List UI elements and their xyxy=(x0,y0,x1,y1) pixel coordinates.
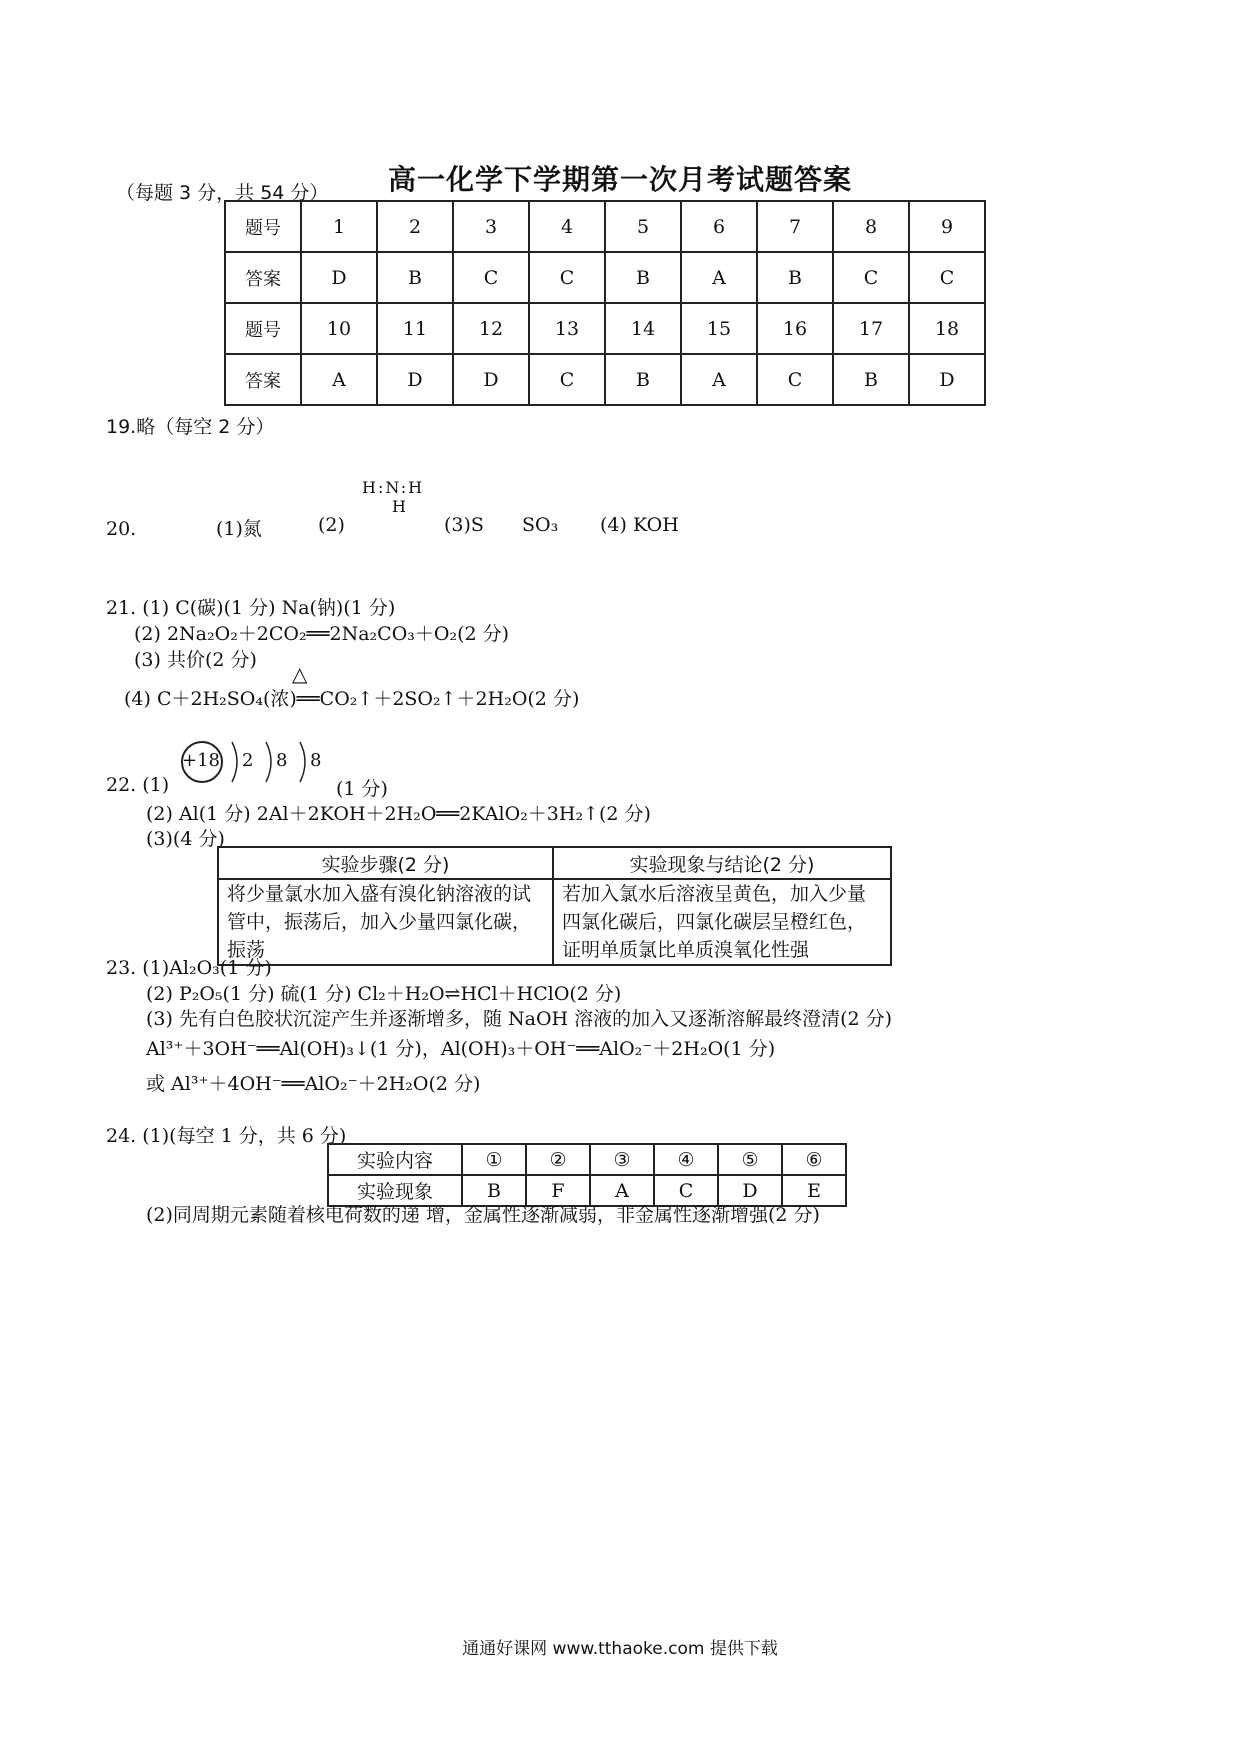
answer-cell: 13 xyxy=(529,303,605,354)
answer-cell: 17 xyxy=(833,303,909,354)
q20-part4: (4) KOH xyxy=(600,514,679,536)
answer-cell: 11 xyxy=(377,303,453,354)
q21-line4: (4) C＋2H₂SO₄(浓)══CO₂↑＋2SO₂↑＋2H₂O(2 分) xyxy=(124,688,580,710)
answer-cell: 9 xyxy=(909,201,985,252)
q21-line2: (2) 2Na₂O₂＋2CO₂══2Na₂CO₃＋O₂(2 分) xyxy=(134,623,510,645)
answer-cell: A xyxy=(301,354,377,405)
answer-row xyxy=(225,201,985,252)
answer-cell: 1 xyxy=(301,201,377,252)
answer-cell: 6 xyxy=(681,201,757,252)
observation-row-header: 实验内容 xyxy=(328,1144,462,1175)
answer-row-header: 答案 xyxy=(225,252,301,303)
answer-cell: D xyxy=(453,354,529,405)
score-note: （每题 3 分，共 54 分） xyxy=(116,182,329,204)
answer-cell: C xyxy=(529,252,605,303)
q23-line4: Al³⁺＋3OH⁻══Al(OH)₃↓(1 分)，Al(OH)₃＋OH⁻══AlO₂⁻＋2H₂O(1 分) xyxy=(146,1038,776,1060)
q22-line2: (2) Al(1 分) 2Al＋2KOH＋2H₂O══2KAlO₂＋3H₂↑(2 分) xyxy=(146,803,651,825)
answer-cell: B xyxy=(377,252,453,303)
page-title: 高一化学下学期第一次月考试题答案 xyxy=(387,163,852,196)
answer-cell: 5 xyxy=(605,201,681,252)
answer-cell: C xyxy=(833,252,909,303)
observation-cell: ⑤ xyxy=(718,1144,782,1175)
lewis-bottom-row: H xyxy=(392,497,406,516)
q20-part1: (1)氮 xyxy=(216,518,262,540)
answer-cell: 3 xyxy=(453,201,529,252)
answer-cell: D xyxy=(301,252,377,303)
shell-electrons-2: 8 xyxy=(276,750,288,771)
shell-electrons-1: 2 xyxy=(242,750,254,771)
q20-part3: (3)S xyxy=(444,514,484,536)
answer-cell: 2 xyxy=(377,201,453,252)
answer-cell: B xyxy=(605,252,681,303)
answer-cell: 4 xyxy=(529,201,605,252)
answer-cell: C xyxy=(453,252,529,303)
footer-text: 通通好课网 www.tthaoke.com 提供下载 xyxy=(462,1639,778,1659)
observation-cell: A xyxy=(590,1175,654,1206)
lewis-top-row: H:N:H xyxy=(362,478,425,497)
answer-cell: 8 xyxy=(833,201,909,252)
answer-row-header: 答案 xyxy=(225,354,301,405)
shell-arc-3 xyxy=(300,742,305,782)
q23-line5: 或 Al³⁺＋4OH⁻══AlO₂⁻＋2H₂O(2 分) xyxy=(146,1073,481,1095)
answer-cell: B xyxy=(833,354,909,405)
answer-row xyxy=(225,252,985,303)
answer-cell: 16 xyxy=(757,303,833,354)
observation-row-header: 实验现象 xyxy=(328,1175,462,1206)
observation-row xyxy=(328,1144,846,1175)
argon-atom-diagram xyxy=(178,738,328,786)
observation-cell: F xyxy=(526,1175,590,1206)
heat-symbol: △ xyxy=(292,662,308,686)
q21-line3: (3) 共价(2 分) xyxy=(134,649,257,671)
answer-cell: 10 xyxy=(301,303,377,354)
observation-table xyxy=(327,1143,847,1207)
answer-cell: 14 xyxy=(605,303,681,354)
q24-line1: 24. (1)(每空 1 分，共 6 分) xyxy=(106,1125,347,1147)
answer-cell: A xyxy=(681,354,757,405)
observation-cell: ⑥ xyxy=(782,1144,846,1175)
observation-cell: ④ xyxy=(654,1144,718,1175)
answer-cell: C xyxy=(909,252,985,303)
answer-cell: D xyxy=(377,354,453,405)
answer-row-header: 题号 xyxy=(225,303,301,354)
answer-cell: B xyxy=(757,252,833,303)
shell-arc-2 xyxy=(266,742,271,782)
answer-row-header: 题号 xyxy=(225,201,301,252)
observation-cell: ③ xyxy=(590,1144,654,1175)
q21-line1: 21. (1) C(碳)(1 分) Na(钠)(1 分) xyxy=(106,597,396,619)
exp-header-steps: 实验步骤(2 分) xyxy=(218,847,553,879)
observation-cell: B xyxy=(462,1175,526,1206)
answer-cell: C xyxy=(529,354,605,405)
q22-line3: (3)(4 分) xyxy=(146,828,225,850)
observation-cell: ② xyxy=(526,1144,590,1175)
ammonia-lewis-structure xyxy=(362,478,424,516)
experiment-table xyxy=(217,846,892,966)
q20-number: 20. xyxy=(106,518,137,540)
answer-cell: B xyxy=(605,354,681,405)
observation-cell: C xyxy=(654,1175,718,1206)
answer-table xyxy=(224,200,986,406)
q20-part3-formula: SO₃ xyxy=(522,514,559,536)
observation-cell: D xyxy=(718,1175,782,1206)
q23-line1: 23. (1)Al₂O₃(1 分) xyxy=(106,957,272,979)
answer-row xyxy=(225,303,985,354)
q19-line: 19.略（每空 2 分） xyxy=(106,416,275,438)
q22-line1: 22. (1) xyxy=(106,774,170,796)
exp-cell-result: 若加入氯水后溶液呈黄色，加入少量四氯化碳后，四氯化碳层呈橙红色，证明单质氯比单质溴氧化性强 xyxy=(553,879,891,965)
answer-cell: D xyxy=(909,354,985,405)
answer-row xyxy=(225,354,985,405)
answer-cell: 7 xyxy=(757,201,833,252)
answer-cell: A xyxy=(681,252,757,303)
answer-cell: 18 xyxy=(909,303,985,354)
q23-line2: (2) P₂O₅(1 分) 硫(1 分) Cl₂＋H₂O⇌HCl＋HClO(2 分) xyxy=(146,983,622,1005)
shell-electrons-3: 8 xyxy=(310,750,322,771)
q24-line2: (2)同周期元素随着核电荷数的递 增，金属性逐渐减弱，非金属性逐渐增强(2 分) xyxy=(146,1204,820,1226)
answer-cell: 12 xyxy=(453,303,529,354)
exp-cell-steps: 将少量氯水加入盛有溴化钠溶液的试管中，振荡后，加入少量四氯化碳，振荡 xyxy=(218,879,553,965)
q23-line3: (3) 先有白色胶状沉淀产生并逐渐增多，随 NaOH 溶液的加入又逐渐溶解最终澄清(2 分) xyxy=(146,1008,893,1030)
answer-cell: C xyxy=(757,354,833,405)
observation-cell: E xyxy=(782,1175,846,1206)
q22-score1: (1 分) xyxy=(336,778,388,800)
q20-part2: (2) xyxy=(318,514,345,536)
nucleus-charge: +18 xyxy=(182,750,220,771)
shell-arc-1 xyxy=(232,742,237,782)
answer-cell: 15 xyxy=(681,303,757,354)
observation-cell: ① xyxy=(462,1144,526,1175)
exp-header-result: 实验现象与结论(2 分) xyxy=(553,847,891,879)
